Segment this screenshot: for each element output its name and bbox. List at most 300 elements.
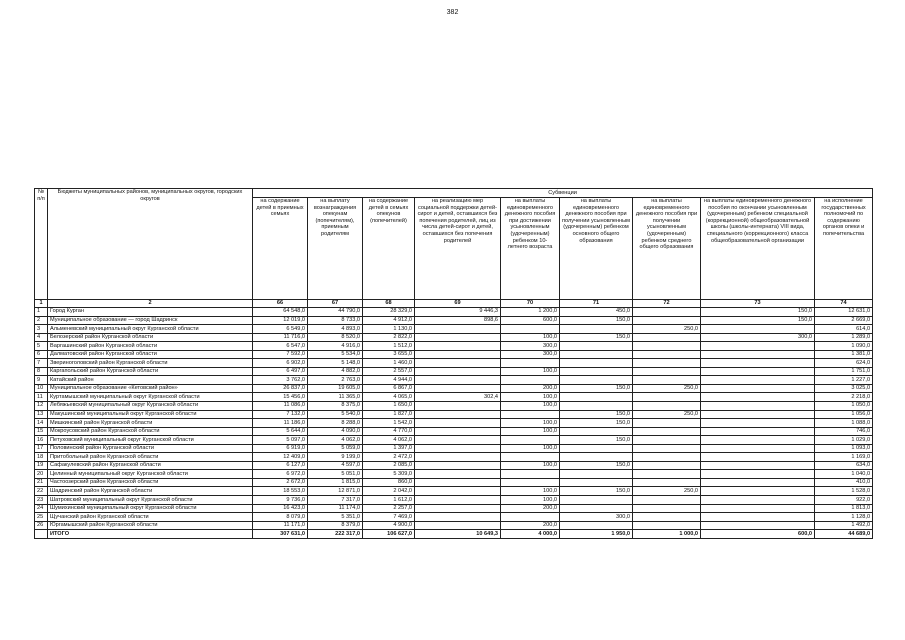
value-cell: 6 972,0	[253, 470, 308, 479]
value-cell: 9 736,0	[253, 496, 308, 505]
header-column: на выплаты единовременного денежного пособия по окончании усыновленным (удочеренным) ребенком специальной (коррекционной) общеобразовательной школы (школы-интерната) VIII вида, специального (коррекционного) класса общеобразовательной организации	[701, 198, 815, 300]
value-cell	[701, 504, 815, 513]
table-row	[35, 308, 873, 317]
budget-name: Частоозерский район Курганской области	[48, 478, 253, 487]
table-row	[35, 436, 873, 445]
table-row	[35, 504, 873, 513]
value-cell: 100,0	[501, 419, 560, 428]
value-cell: 150,0	[560, 461, 633, 470]
row-number: 15	[35, 427, 48, 436]
value-cell: 250,0	[633, 384, 701, 393]
value-cell: 1 289,0	[815, 333, 873, 342]
row-number: 2	[35, 316, 48, 325]
row-number: 3	[35, 325, 48, 334]
budget-name: Каргапольский район Курганской области	[48, 367, 253, 376]
value-cell	[415, 461, 501, 470]
total-label: ИТОГО	[48, 530, 253, 539]
value-cell: 2 042,0	[363, 487, 415, 496]
header-column: на выплату вознаграждения опекунам (попечителям), приемным родителям	[308, 198, 363, 300]
value-cell	[633, 478, 701, 487]
value-cell	[415, 478, 501, 487]
value-cell: 250,0	[633, 325, 701, 334]
value-cell: 100,0	[501, 461, 560, 470]
value-cell: 4 062,0	[363, 436, 415, 445]
value-cell	[701, 393, 815, 402]
value-cell: 2 218,0	[815, 393, 873, 402]
total-value: 10 649,3	[415, 530, 501, 539]
table-row	[35, 376, 873, 385]
budget-name: Петуховский муниципальный округ Курганской области	[48, 436, 253, 445]
value-cell	[633, 316, 701, 325]
value-cell	[560, 376, 633, 385]
table-row	[35, 316, 873, 325]
value-cell: 600,0	[501, 316, 560, 325]
value-cell	[415, 513, 501, 522]
value-cell	[701, 478, 815, 487]
value-cell: 6 549,0	[253, 325, 308, 334]
value-cell	[560, 444, 633, 453]
value-cell: 1 093,0	[815, 444, 873, 453]
budget-name: Сафакулевский район Курганской области	[48, 461, 253, 470]
value-cell: 4 062,0	[308, 436, 363, 445]
value-cell: 4 900,0	[363, 521, 415, 530]
header-column: на выплаты единовременного денежного пособия при достижении усыновленным (удочеренным) ребенком 10-летнего возраста	[501, 198, 560, 300]
header-subventions: Субвенции	[253, 189, 873, 198]
value-cell	[501, 453, 560, 462]
budget-name: Альменевский муниципальный округ Курганской области	[48, 325, 253, 334]
value-cell	[701, 496, 815, 505]
table-row	[35, 402, 873, 411]
budget-name: Катайский район	[48, 376, 253, 385]
total-value: 4 000,0	[501, 530, 560, 539]
value-cell: 9 199,0	[308, 453, 363, 462]
value-cell	[560, 350, 633, 359]
value-cell	[633, 470, 701, 479]
value-cell: 6 867,0	[363, 384, 415, 393]
table-row	[35, 342, 873, 351]
value-cell	[633, 496, 701, 505]
value-cell: 8 379,0	[308, 521, 363, 530]
column-number: 67	[308, 300, 363, 308]
table-row	[35, 427, 873, 436]
value-cell: 1 460,0	[363, 359, 415, 368]
value-cell	[633, 376, 701, 385]
value-cell	[701, 521, 815, 530]
budget-name: Белозерский район Курганской области	[48, 333, 253, 342]
value-cell: 410,0	[815, 478, 873, 487]
value-cell	[701, 461, 815, 470]
value-cell: 100,0	[501, 496, 560, 505]
value-cell: 8 288,0	[308, 419, 363, 428]
table-row	[35, 410, 873, 419]
value-cell	[415, 333, 501, 342]
value-cell	[415, 444, 501, 453]
value-cell: 19 605,0	[308, 384, 363, 393]
value-cell	[701, 436, 815, 445]
budget-name: Муниципальное образование «Кетовский район»	[48, 384, 253, 393]
value-cell	[701, 376, 815, 385]
value-cell: 1 751,0	[815, 367, 873, 376]
value-cell	[415, 384, 501, 393]
table-row	[35, 333, 873, 342]
budget-name: Шатровский муниципальный округ Курганской области	[48, 496, 253, 505]
row-number: 24	[35, 504, 48, 513]
budget-name: Макушинский муниципальный округ Курганской области	[48, 410, 253, 419]
value-cell	[701, 444, 815, 453]
total-number-cell	[35, 530, 48, 539]
value-cell	[701, 350, 815, 359]
value-cell: 5 534,0	[308, 350, 363, 359]
header-column: на исполнение государственных полномочий по содержанию органов опеки и попечительства	[815, 198, 873, 300]
value-cell	[633, 453, 701, 462]
value-cell: 5 351,0	[308, 513, 363, 522]
value-cell	[701, 402, 815, 411]
table-row	[35, 393, 873, 402]
value-cell: 746,0	[815, 427, 873, 436]
value-cell	[415, 427, 501, 436]
value-cell	[633, 342, 701, 351]
value-cell: 1 090,0	[815, 342, 873, 351]
table-row	[35, 384, 873, 393]
row-number: 6	[35, 350, 48, 359]
value-cell: 3 025,0	[815, 384, 873, 393]
table-row	[35, 521, 873, 530]
row-number: 16	[35, 436, 48, 445]
value-cell: 200,0	[501, 384, 560, 393]
row-number: 8	[35, 367, 48, 376]
row-number: 11	[35, 393, 48, 402]
value-cell	[501, 478, 560, 487]
total-value: 106 627,0	[363, 530, 415, 539]
value-cell: 7 469,0	[363, 513, 415, 522]
row-number: 10	[35, 384, 48, 393]
value-cell: 2 822,0	[363, 333, 415, 342]
value-cell: 100,0	[501, 487, 560, 496]
value-cell: 1 169,0	[815, 453, 873, 462]
row-number: 17	[35, 444, 48, 453]
value-cell: 6 547,0	[253, 342, 308, 351]
value-cell: 4 770,0	[363, 427, 415, 436]
value-cell	[415, 496, 501, 505]
total-value: 307 631,0	[253, 530, 308, 539]
value-cell	[560, 342, 633, 351]
value-cell	[501, 376, 560, 385]
column-number: 71	[560, 300, 633, 308]
value-cell: 1 088,0	[815, 419, 873, 428]
value-cell: 12 631,0	[815, 308, 873, 317]
value-cell	[415, 419, 501, 428]
value-cell: 302,4	[415, 393, 501, 402]
table-row	[35, 470, 873, 479]
value-cell	[415, 521, 501, 530]
value-cell	[633, 393, 701, 402]
value-cell	[415, 453, 501, 462]
table-body	[35, 308, 873, 530]
value-cell	[560, 470, 633, 479]
value-cell: 4 882,0	[308, 367, 363, 376]
value-cell: 1 040,0	[815, 470, 873, 479]
value-cell: 1 381,0	[815, 350, 873, 359]
value-cell: 11 171,0	[253, 521, 308, 530]
total-value: 44 689,0	[815, 530, 873, 539]
value-cell	[633, 504, 701, 513]
value-cell	[501, 513, 560, 522]
table-row	[35, 513, 873, 522]
value-cell	[701, 342, 815, 351]
value-cell	[633, 350, 701, 359]
budget-name: Шумихинский муниципальный округ Курганской области	[48, 504, 253, 513]
table-row	[35, 419, 873, 428]
value-cell: 100,0	[501, 393, 560, 402]
value-cell: 100,0	[501, 367, 560, 376]
budget-name: Звериноголовский район Курганской области	[48, 359, 253, 368]
value-cell: 28 329,0	[363, 308, 415, 317]
value-cell	[701, 453, 815, 462]
budget-name: Юргамышский район Курганской области	[48, 521, 253, 530]
budget-name: Город Курган	[48, 308, 253, 317]
value-cell	[560, 393, 633, 402]
value-cell	[633, 521, 701, 530]
value-cell: 64 548,0	[253, 308, 308, 317]
value-cell: 1 397,0	[363, 444, 415, 453]
column-number: 2	[48, 300, 253, 308]
value-cell: 150,0	[701, 316, 815, 325]
row-number: 1	[35, 308, 48, 317]
value-cell	[560, 402, 633, 411]
value-cell	[633, 333, 701, 342]
value-cell: 6 127,0	[253, 461, 308, 470]
subventions-table	[34, 188, 873, 539]
value-cell: 1 650,0	[363, 402, 415, 411]
budget-name: Далматовский район Курганской области	[48, 350, 253, 359]
value-cell: 1 827,0	[363, 410, 415, 419]
value-cell	[701, 410, 815, 419]
value-cell	[560, 478, 633, 487]
value-cell: 1 227,0	[815, 376, 873, 385]
column-number: 1	[35, 300, 48, 308]
value-cell: 300,0	[701, 333, 815, 342]
header-column: на содержание детей в приемных семьях	[253, 198, 308, 300]
total-value: 222 317,0	[308, 530, 363, 539]
value-cell: 12 409,0	[253, 453, 308, 462]
header-row-number: № п/п	[35, 189, 48, 300]
value-cell: 2 257,0	[363, 504, 415, 513]
value-cell: 11 174,0	[308, 504, 363, 513]
value-cell	[415, 367, 501, 376]
value-cell: 7 592,0	[253, 350, 308, 359]
value-cell: 150,0	[560, 436, 633, 445]
value-cell	[560, 325, 633, 334]
value-cell	[415, 504, 501, 513]
value-cell: 11 186,0	[253, 419, 308, 428]
budget-name: Мишкинский район Курганской области	[48, 419, 253, 428]
value-cell	[633, 444, 701, 453]
value-cell	[415, 376, 501, 385]
value-cell: 634,0	[815, 461, 873, 470]
table-row	[35, 367, 873, 376]
value-cell	[501, 470, 560, 479]
table-row	[35, 325, 873, 334]
budget-name: Куртамышский муниципальный округ Курганской области	[48, 393, 253, 402]
value-cell	[633, 427, 701, 436]
value-cell: 1 512,0	[363, 342, 415, 351]
value-cell	[633, 461, 701, 470]
value-cell: 9 446,3	[415, 308, 501, 317]
row-number: 13	[35, 410, 48, 419]
row-number: 14	[35, 419, 48, 428]
row-number: 19	[35, 461, 48, 470]
column-number: 66	[253, 300, 308, 308]
table-row	[35, 453, 873, 462]
value-cell: 5 309,0	[363, 470, 415, 479]
value-cell: 150,0	[560, 384, 633, 393]
value-cell: 100,0	[501, 427, 560, 436]
table-row	[35, 478, 873, 487]
value-cell: 300,0	[560, 513, 633, 522]
budget-name: Шадринский район Курганской области	[48, 487, 253, 496]
value-cell	[633, 402, 701, 411]
value-cell: 450,0	[560, 308, 633, 317]
budget-name: Муниципальное образование — город Шадринск	[48, 316, 253, 325]
value-cell: 300,0	[501, 342, 560, 351]
value-cell: 8 520,0	[308, 333, 363, 342]
table-row	[35, 359, 873, 368]
value-cell: 8 079,0	[253, 513, 308, 522]
value-cell: 2 669,0	[815, 316, 873, 325]
column-numbers-row	[35, 300, 873, 308]
value-cell: 8 733,0	[308, 316, 363, 325]
total-value: 600,0	[701, 530, 815, 539]
value-cell	[501, 325, 560, 334]
row-number: 5	[35, 342, 48, 351]
value-cell: 8 375,0	[308, 402, 363, 411]
value-cell: 15 456,0	[253, 393, 308, 402]
budget-name: Притобольный район Курганской области	[48, 453, 253, 462]
page-number: 382	[446, 9, 459, 16]
value-cell: 3 655,0	[363, 350, 415, 359]
value-cell	[415, 359, 501, 368]
value-cell: 1 050,0	[815, 402, 873, 411]
value-cell: 5 059,0	[308, 444, 363, 453]
header-budget-name: Бюджеты муниципальных районов, муниципальных округов, городских округов	[48, 189, 253, 300]
value-cell: 150,0	[701, 308, 815, 317]
value-cell	[415, 436, 501, 445]
table-row	[35, 496, 873, 505]
value-cell: 922,0	[815, 496, 873, 505]
column-number: 68	[363, 300, 415, 308]
value-cell: 4 912,0	[363, 316, 415, 325]
value-cell	[701, 359, 815, 368]
value-cell: 7 132,0	[253, 410, 308, 419]
column-number: 72	[633, 300, 701, 308]
value-cell	[633, 308, 701, 317]
value-cell: 11 086,0	[253, 402, 308, 411]
budget-name: Целинный муниципальный округ Курганской области	[48, 470, 253, 479]
value-cell: 5 051,0	[308, 470, 363, 479]
value-cell: 250,0	[633, 410, 701, 419]
header-column: на реализацию мер социальной поддержки детей-сирот и детей, оставшихся без попечения родителей, лиц из числа детей-сирот и детей, оставшихся без попечения родителей	[415, 198, 501, 300]
value-cell: 1 200,0	[501, 308, 560, 317]
value-cell	[701, 470, 815, 479]
value-cell: 860,0	[363, 478, 415, 487]
value-cell: 2 472,0	[363, 453, 415, 462]
value-cell	[415, 410, 501, 419]
row-number: 9	[35, 376, 48, 385]
column-number: 73	[701, 300, 815, 308]
value-cell	[560, 496, 633, 505]
value-cell: 300,0	[501, 350, 560, 359]
row-number: 18	[35, 453, 48, 462]
value-cell: 150,0	[560, 333, 633, 342]
value-cell: 5 644,0	[253, 427, 308, 436]
column-number: 69	[415, 300, 501, 308]
value-cell: 12 019,0	[253, 316, 308, 325]
value-cell: 100,0	[501, 333, 560, 342]
value-cell: 1 128,0	[815, 513, 873, 522]
value-cell: 5 148,0	[308, 359, 363, 368]
value-cell: 4 090,0	[308, 427, 363, 436]
value-cell: 150,0	[560, 410, 633, 419]
value-cell	[415, 350, 501, 359]
row-number: 12	[35, 402, 48, 411]
total-row	[35, 530, 873, 539]
value-cell	[501, 436, 560, 445]
value-cell	[560, 521, 633, 530]
value-cell: 100,0	[501, 444, 560, 453]
value-cell	[560, 359, 633, 368]
total-value: 1 950,0	[560, 530, 633, 539]
value-cell	[415, 342, 501, 351]
value-cell: 1 492,0	[815, 521, 873, 530]
header-column: на выплаты единовременного денежного пособия при получении усыновленным (удочеренным) ребенком среднего общего образования	[633, 198, 701, 300]
row-number: 20	[35, 470, 48, 479]
value-cell	[701, 427, 815, 436]
value-cell: 1 813,0	[815, 504, 873, 513]
table-row	[35, 350, 873, 359]
value-cell: 11 365,0	[308, 393, 363, 402]
row-number: 7	[35, 359, 48, 368]
table-row	[35, 461, 873, 470]
value-cell: 3 762,0	[253, 376, 308, 385]
value-cell	[501, 410, 560, 419]
value-cell: 5 540,0	[308, 410, 363, 419]
value-cell: 16 423,0	[253, 504, 308, 513]
row-number: 21	[35, 478, 48, 487]
value-cell: 250,0	[633, 487, 701, 496]
value-cell	[701, 513, 815, 522]
value-cell: 150,0	[560, 487, 633, 496]
value-cell: 898,6	[415, 316, 501, 325]
value-cell	[415, 402, 501, 411]
value-cell: 1 542,0	[363, 419, 415, 428]
budget-name: Половинский район Курганской области	[48, 444, 253, 453]
budget-name: Лебяжьевский муниципальный округ Курганской области	[48, 402, 253, 411]
value-cell	[415, 487, 501, 496]
value-cell	[701, 384, 815, 393]
value-cell	[560, 367, 633, 376]
value-cell: 44 790,0	[308, 308, 363, 317]
column-number: 74	[815, 300, 873, 308]
budget-name: Щучанский район Курганской области	[48, 513, 253, 522]
value-cell: 4 597,0	[308, 461, 363, 470]
value-cell: 4 893,0	[308, 325, 363, 334]
row-number: 23	[35, 496, 48, 505]
value-cell: 26 837,0	[253, 384, 308, 393]
value-cell: 200,0	[501, 521, 560, 530]
value-cell: 7 317,0	[308, 496, 363, 505]
value-cell	[701, 487, 815, 496]
value-cell: 2 557,0	[363, 367, 415, 376]
